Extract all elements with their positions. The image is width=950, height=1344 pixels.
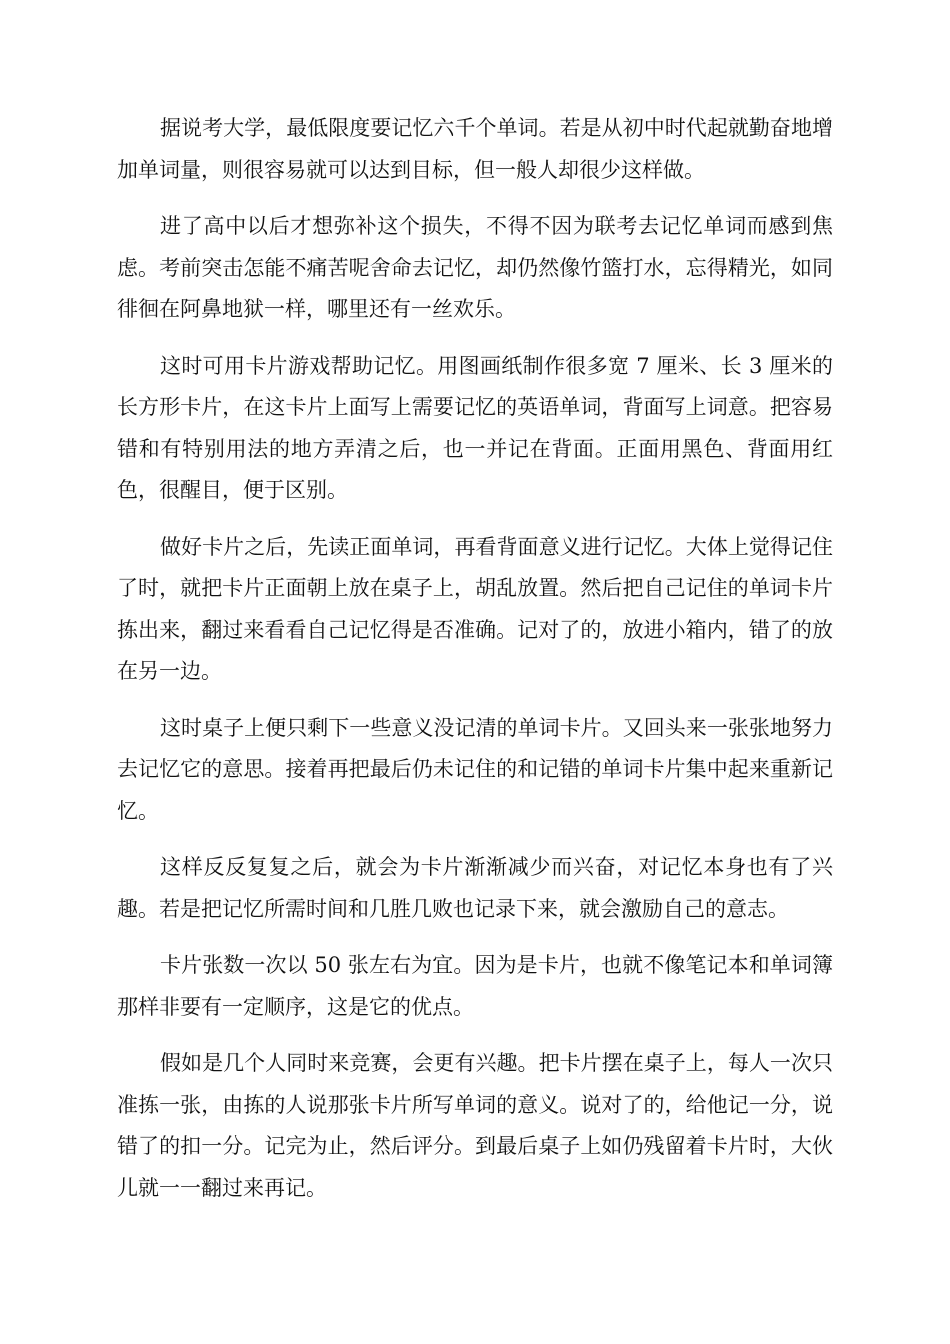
paragraph-1: 据说考大学，最低限度要记忆六千个单词。若是从初中时代起就勤奋地增加单词量，则很容易就可以达到目标，但一般人却很少这样做。 [117, 116, 833, 182]
paragraph-3: 这时可用卡片游戏帮助记忆。用图画纸制作很多宽 7 厘米、长 3 厘米的长方形卡片，在这卡片上面写上需要记忆的英语单词，背面写上词意。把容易错和有特别用法的地方弄清之后，也一并记在背面。正面用黑色、背面用红色，很醒目，便于区别。 [117, 353, 833, 502]
paragraph-8: 假如是几个人同时来竞赛，会更有兴趣。把卡片摆在桌子上，每人一次只准拣一张，由拣的人说那张卡片所写单词的意义。说对了的，给他记一分，说错了的扣一分。记完为止，然后评分。到最后桌子上如仍残留着卡片时，大伙儿就一一翻过来再记。 [117, 1051, 833, 1200]
paragraph-2: 进了高中以后才想弥补这个损失，不得不因为联考去记忆单词而感到焦虑。考前突击怎能不痛苦呢舍命去记忆，却仍然像竹篮打水，忘得精光，如同徘徊在阿鼻地狱一样，哪里还有一丝欢乐。 [117, 214, 833, 321]
paragraph-6: 这样反反复复之后，就会为卡片渐渐减少而兴奋，对记忆本身也有了兴趣。若是把记忆所需时间和几胜几败也记录下来，就会激励自己的意志。 [117, 855, 833, 921]
paragraph-7: 卡片张数一次以 50 张左右为宜。因为是卡片，也就不像笔记本和单词簿那样非要有一定顺序，这是它的优点。 [117, 953, 833, 1019]
document-body [117, 108, 833, 1224]
paragraph-4: 做好卡片之后，先读正面单词，再看背面意义进行记忆。大体上觉得记住了时，就把卡片正面朝上放在桌子上，胡乱放置。然后把自己记住的单词卡片拣出来，翻过来看看自己记忆得是否准确。记对了的，放进小箱内，错了的放在另一边。 [117, 534, 833, 683]
paragraph-5: 这时桌子上便只剩下一些意义没记清的单词卡片。又回头来一张张地努力去记忆它的意思。接着再把最后仍未记住的和记错的单词卡片集中起来重新记忆。 [117, 715, 833, 823]
